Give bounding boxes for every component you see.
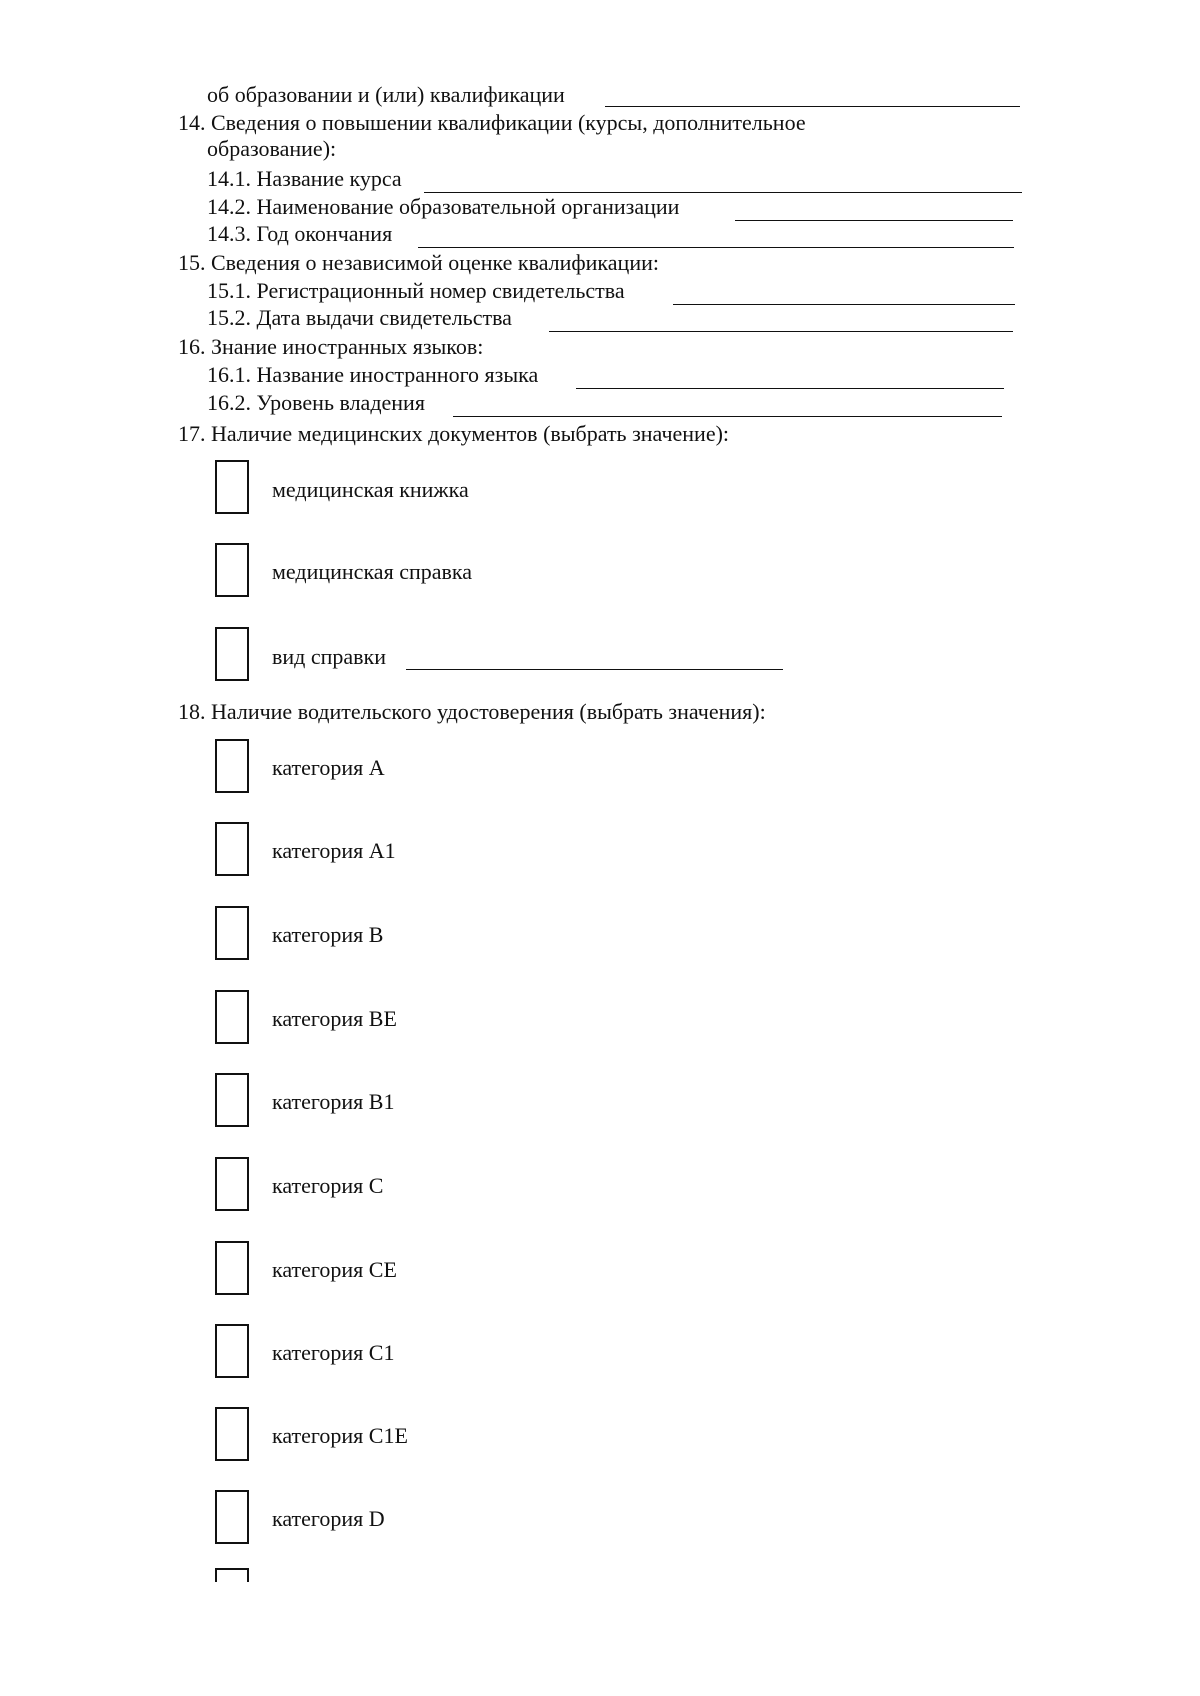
category-ce-label: категория CE xyxy=(272,1257,397,1282)
category-ce-checkbox[interactable] xyxy=(215,1241,249,1295)
field-label-14-2: 14.2. Наименование образовательной организации xyxy=(207,194,680,219)
category-a1-label: категория A1 xyxy=(272,838,396,863)
category-c1-label: категория C1 xyxy=(272,1340,395,1365)
category-d-label: категория D xyxy=(272,1506,385,1531)
medical-certificate-label: медицинская справка xyxy=(272,559,472,584)
category-a1-checkbox[interactable] xyxy=(215,822,249,876)
course-name-field[interactable] xyxy=(424,192,1022,193)
category-a-checkbox[interactable] xyxy=(215,739,249,793)
section-17-title: 17. Наличие медицинских документов (выбрать значение): xyxy=(178,421,730,446)
section-14-title-cont: образование): xyxy=(207,136,337,161)
category-d-checkbox[interactable] xyxy=(215,1490,249,1544)
section-14-title: 14. Сведения о повышении квалификации (курсы, дополнительное xyxy=(178,110,806,135)
category-c1-checkbox[interactable] xyxy=(215,1324,249,1378)
category-a-label: категория A xyxy=(272,755,385,780)
education-qualification-field[interactable] xyxy=(605,106,1020,107)
field-label-16-2: 16.2. Уровень владения xyxy=(207,390,425,415)
certificate-number-field[interactable] xyxy=(673,304,1015,305)
certificate-type-field[interactable] xyxy=(406,669,783,670)
category-b-label: категория B xyxy=(272,922,384,947)
field-label-15-2: 15.2. Дата выдачи свидетельства xyxy=(207,305,512,330)
organization-name-field[interactable] xyxy=(735,220,1013,221)
field-label-14-3: 14.3. Год окончания xyxy=(207,221,393,246)
section-18-title: 18. Наличие водительского удостоверения (выбрать значения): xyxy=(178,699,766,724)
category-c-label: категория C xyxy=(272,1173,384,1198)
category-c1e-checkbox[interactable] xyxy=(215,1407,249,1461)
medical-book-checkbox[interactable] xyxy=(215,460,249,514)
field-label-16-1: 16.1. Название иностранного языка xyxy=(207,362,539,387)
graduation-year-field[interactable] xyxy=(418,247,1014,248)
field-label-15-1: 15.1. Регистрационный номер свидетельства xyxy=(207,278,625,303)
section-15-title: 15. Сведения о независимой оценке квалификации: xyxy=(178,250,659,275)
field-label-14-1: 14.1. Название курса xyxy=(207,166,402,191)
certificate-type-checkbox[interactable] xyxy=(215,627,249,681)
category-b-checkbox[interactable] xyxy=(215,906,249,960)
certificate-type-label: вид справки xyxy=(272,644,387,669)
medical-certificate-checkbox[interactable] xyxy=(215,543,249,597)
category-b1-checkbox[interactable] xyxy=(215,1073,249,1127)
category-c-checkbox[interactable] xyxy=(215,1157,249,1211)
education-continuation-label: об образовании и (или) квалификации xyxy=(207,82,565,107)
next-category-checkbox-partial[interactable] xyxy=(215,1568,249,1582)
section-16-title: 16. Знание иностранных языков: xyxy=(178,334,484,359)
category-be-label: категория BE xyxy=(272,1006,397,1031)
foreign-language-field[interactable] xyxy=(576,388,1004,389)
medical-book-label: медицинская книжка xyxy=(272,477,469,502)
category-b1-label: категория B1 xyxy=(272,1089,395,1114)
proficiency-level-field[interactable] xyxy=(453,416,1002,417)
category-be-checkbox[interactable] xyxy=(215,990,249,1044)
category-c1e-label: категория C1E xyxy=(272,1423,408,1448)
certificate-date-field[interactable] xyxy=(549,331,1013,332)
